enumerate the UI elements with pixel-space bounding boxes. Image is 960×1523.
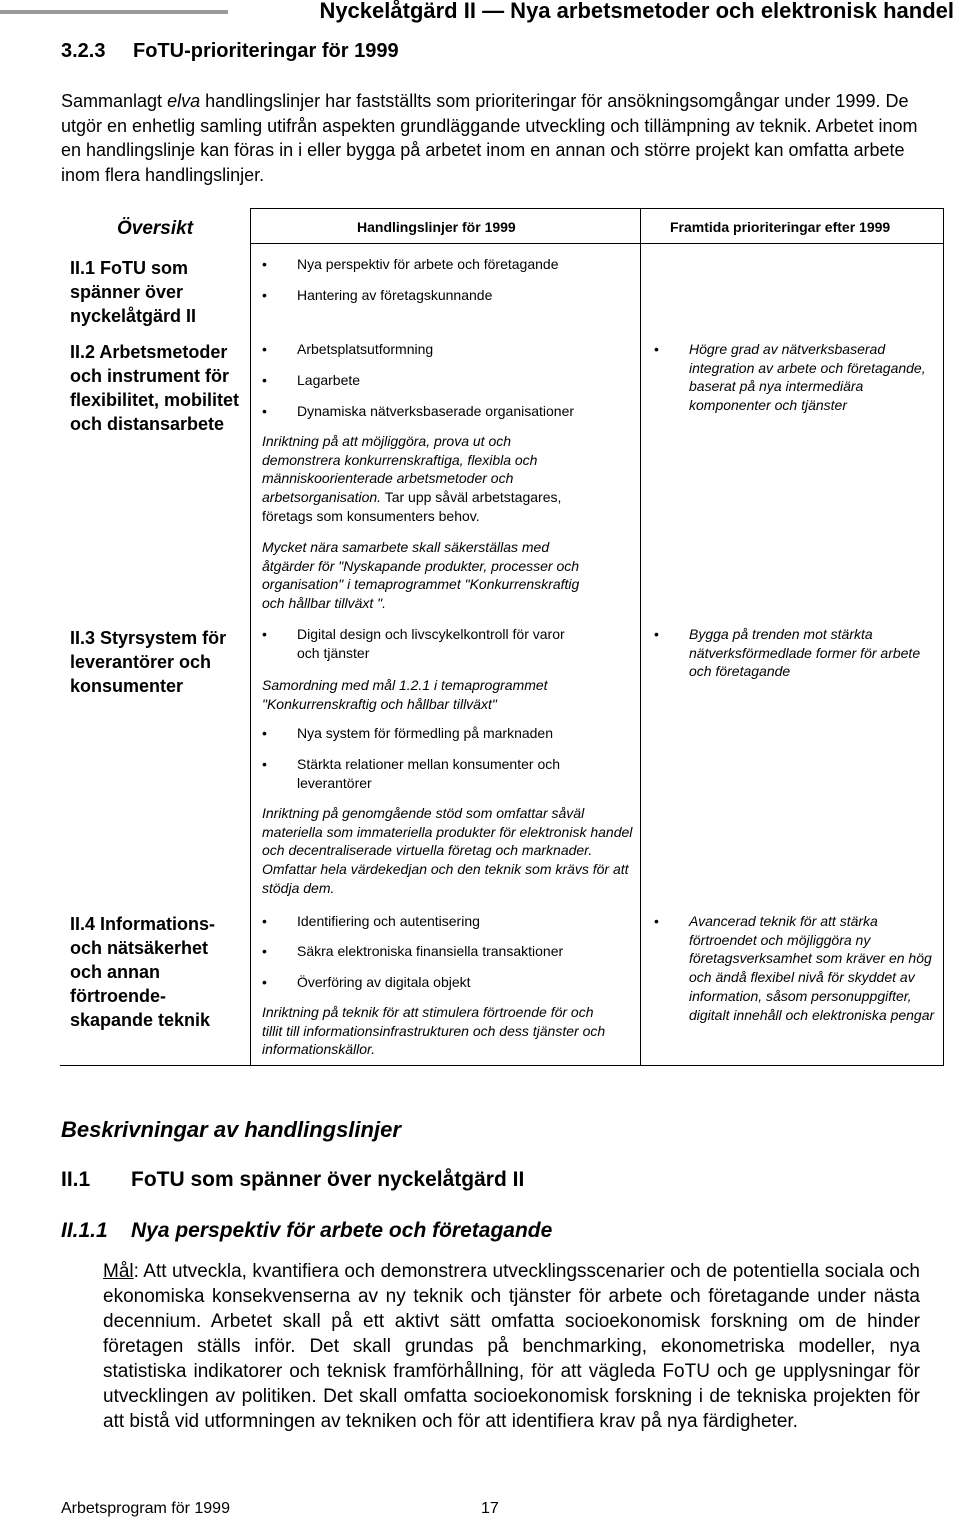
list-item (262, 755, 572, 793)
bullet-icon: • (262, 943, 267, 959)
future-priority-text: Bygga på trenden mot stärkta nätverksförmedlade former för arbete och företagande (689, 626, 921, 680)
table-header-divider (250, 243, 944, 244)
bullet-icon: • (654, 626, 659, 642)
intro-text-rest: handlingslinjer har fastställts som prioriteringar för ansökningsomgångar under 1999. De utgör en enhetlig samling utifrån aspekten grundläggande utveckling och tillämpning av teknik. Arbetet inom en handlingslinje kan föras in i eller bygga på arbetet inom en annan och större projekt kan omfatta arbete inom flera handlingslinjer. (61, 91, 918, 186)
row-label-ii3: II.3 Styrsystem för leverantörer och konsumenter (70, 628, 227, 696)
subsection-heading (61, 1168, 524, 1192)
intro-text-start: Sammanlagt (61, 91, 168, 111)
list-item (654, 912, 939, 1024)
bullet-text: Hantering av företagskunnande (297, 287, 493, 303)
row-ii3-coordination: Samordning med mål 1.2.1 i temaprogrammet "Konkurrenskraftig och hållbar tillväxt" (262, 677, 548, 712)
list-item (262, 286, 572, 305)
bullet-text: Lagarbete (297, 372, 361, 388)
list-item (262, 402, 580, 421)
page-number: 17 (481, 1500, 499, 1517)
list-item (262, 625, 582, 663)
bullet-text: Digital design och livscykelkontroll för varor och tjänster (297, 626, 565, 661)
table-divider-middle (640, 208, 641, 1066)
subsection-number: II.1 (61, 1168, 91, 1191)
list-item (262, 371, 572, 390)
list-item (654, 340, 944, 415)
row-ii2-note (262, 432, 582, 526)
subsubsection-number: II.1.1 (61, 1219, 108, 1242)
row-label-ii2: II.2 Arbetsmetoder och instrument för flexibilitet, mobilitet och distansarbete (70, 342, 240, 434)
bullet-icon: • (262, 756, 267, 772)
bullet-text: Arbetsplatsutformning (297, 341, 434, 357)
running-header-title: Nyckelåtgärd II — Nya arbetsmetoder och elektronisk handel (319, 0, 954, 23)
bullet-icon: • (654, 913, 659, 929)
bullet-icon: • (262, 256, 267, 272)
list-item (654, 625, 944, 681)
row-ii3-note: Inriktning på genomgående stöd som omfattar såväl materiella som immateriella produkter för elektronisk handel och decentraliserade virtuella företag och marknader. Omfattar hela värdekedjan och den teknik som krävs för att stödja dem. (262, 805, 633, 896)
bullet-text: Säkra elektroniska finansiella transaktioner (297, 943, 564, 959)
bullet-icon: • (262, 626, 267, 642)
row-ii4-note: Inriktning på teknik för att stimulera förtroende för och tillit till informationsinfrastrukturen och dess tjänster och informationskällor. (262, 1004, 606, 1058)
descriptions-heading: Beskrivningar av handlingslinjer (61, 1117, 401, 1142)
row-label-ii1: II.1 FoTU som spänner över nyckelåtgärd II (70, 258, 197, 326)
intro-paragraph (61, 89, 933, 188)
bullet-icon: • (262, 403, 267, 419)
subsection-title: FoTU som spänner över nyckelåtgärd II (131, 1168, 525, 1191)
bullet-icon: • (654, 341, 659, 357)
list-item (262, 942, 580, 961)
goal-text: : Att utveckla, kvantifiera och demonstrera utvecklingsscenarier och de potentiella sociala och ekonomiska konsekvenserna av ny teknik och tjänster för arbete och företagande under nästa decennium. Arbetet skall på ett aktivt sätt omfatta socioekonomisk forskning om de hinder företagen ställs inför. Det skall grundas på benchmarking, ekonometriska modeller, nya statistiska indikatorer och teknisk framförhållning, för att vägleda FoTU och ge upplysningar för utvecklingen av politiken. Det skall omfatta socioekonomisk forskning i de tekniska projekten för att bistå vid utformningen av tekniken och för att identifiera krav på nya färdigheter. (103, 1261, 920, 1432)
bullet-icon: • (262, 287, 267, 303)
bullet-text: Stärkta relationer mellan konsumenter och leverantörer (297, 756, 561, 791)
section-number: 3.2.3 (61, 40, 106, 62)
bullet-text: Nya perspektiv för arbete och företagande (297, 256, 559, 272)
bullet-icon: • (262, 341, 267, 357)
future-priority-text: Högre grad av nätverksbaserad integration av arbete och företagande, baserat på nya intermediära komponenter och tjänster (689, 341, 926, 414)
table-header-future: Framtida prioriteringar efter 1999 (670, 219, 891, 235)
list-item (262, 724, 582, 743)
table-border-top (250, 208, 944, 209)
bullet-text: Identifiering och autentisering (297, 913, 480, 929)
note-plain-text: Tar upp såväl arbetstagares, företags som konsumenters behov. (262, 489, 562, 524)
list-item (262, 255, 572, 274)
list-item (262, 912, 572, 931)
table-divider-left (250, 208, 251, 1066)
bullet-text: Dynamiska nätverksbaserade organisationer (297, 403, 575, 419)
subsubsection-heading (61, 1219, 552, 1243)
bullet-icon: • (262, 372, 267, 388)
goal-label: Mål (103, 1261, 134, 1282)
header-rule (0, 10, 228, 14)
section-title: FoTU-prioriteringar för 1999 (133, 40, 399, 62)
bullet-icon: • (262, 974, 267, 990)
intro-emphasis: elva (167, 91, 201, 111)
section-heading (61, 40, 399, 63)
future-priority-text: Avancerad teknik för att stärka förtroendet och möjliggöra ny företagsverksamhet som kräver en hög och ändå flexibel nivå för skyddet av information, såsom personuppgifter, digitalt innehåll och elektroniska pengar (689, 913, 935, 1023)
bullet-text: Nya system för förmedling på marknaden (297, 725, 553, 741)
subsubsection-title: Nya perspektiv för arbete och företagande (131, 1219, 553, 1242)
table-header-overview: Översikt (117, 218, 194, 239)
note-italic-text: Inriktning på att möjliggöra, prova ut och demonstrera konkurrenskraftiga, flexibla och människoorienterade arbetsmetoder och arbetsorganisation. (262, 433, 538, 506)
bullet-icon: • (262, 725, 267, 741)
goal-paragraph (103, 1259, 920, 1434)
bullet-icon: • (262, 913, 267, 929)
table-border-bottom (60, 1065, 944, 1066)
table-header-lines: Handlingslinjer för 1999 (357, 219, 516, 235)
row-ii2-cooperation-note: Mycket nära samarbete skall säkerställas med åtgärder för "Nyskapande produkter, processer och organisation" i temaprogrammet "Konkurrenskraftig och hållbar tillväxt ". (262, 539, 580, 612)
list-item (262, 973, 572, 992)
bullet-text: Överföring av digitala objekt (297, 974, 471, 990)
list-item (262, 340, 572, 359)
footer-document-title: Arbetsprogram för 1999 (61, 1500, 230, 1517)
row-label-ii4: II.4 Informations- och nätsäkerhet och annan förtroende- skapande teknik (70, 914, 216, 1030)
